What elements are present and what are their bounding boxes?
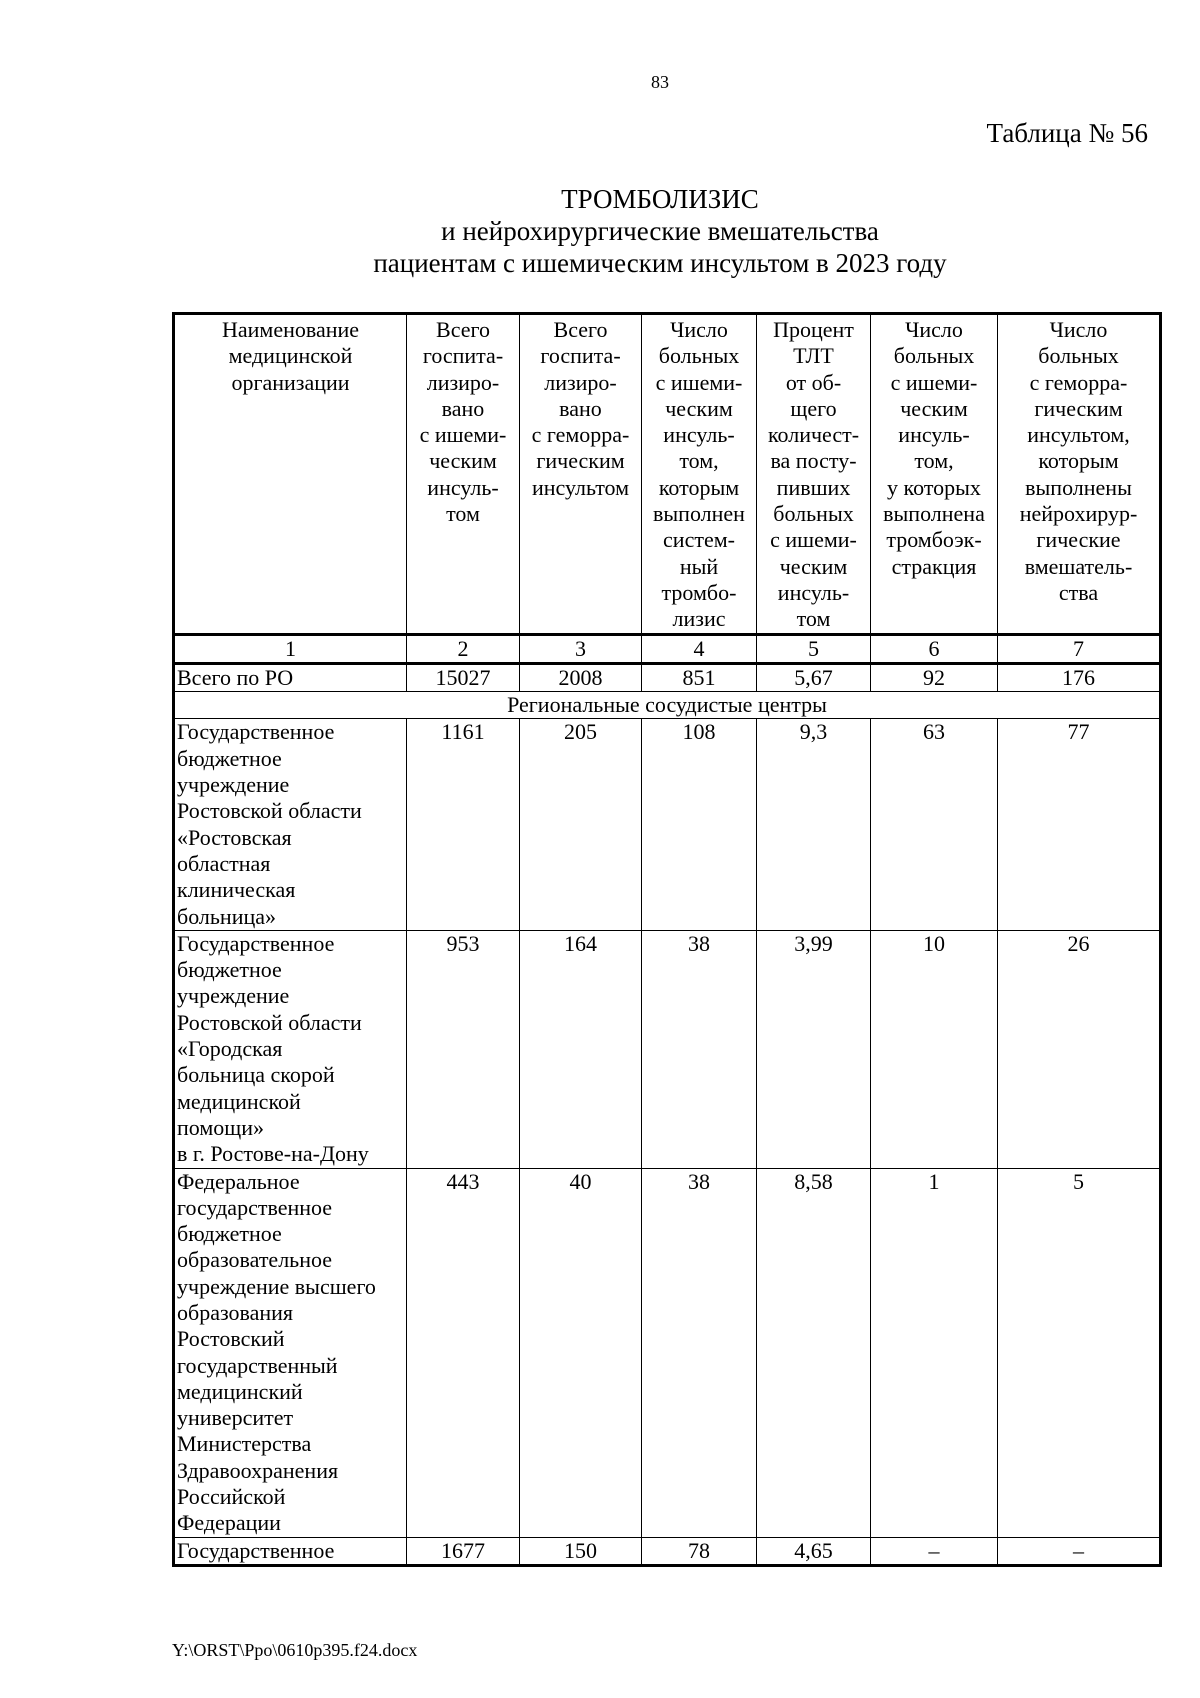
header-line: больных (773, 501, 854, 527)
cell-value: 4,65 (757, 1537, 871, 1565)
column-header-4 (642, 314, 757, 635)
header-line: щего (790, 395, 837, 421)
header-line: ный (679, 553, 719, 579)
cell-value: 5 (998, 1168, 1161, 1537)
cell-value: – (871, 1537, 998, 1565)
header-line: медицинской (228, 343, 353, 369)
cell-value: 8,58 (757, 1168, 871, 1537)
organization-name-line: государственный (177, 1352, 338, 1378)
header-line: том, (679, 448, 719, 474)
organization-name-line: в г. Ростове-на-Дону (177, 1141, 369, 1167)
header-line: Процент (773, 317, 854, 342)
cell-value: 443 (407, 1168, 520, 1537)
organization-name-line: государственное (177, 1194, 333, 1220)
column-number: 2 (407, 634, 520, 663)
organization-name-line: областная (177, 850, 271, 876)
header-line: количест- (767, 422, 860, 448)
column-number: 7 (998, 634, 1161, 663)
organization-name-line: бюджетное (177, 745, 282, 771)
header-line: том (796, 606, 831, 632)
header-row (174, 314, 1161, 635)
cell-value: – (998, 1537, 1161, 1565)
organization-name-line: Федеральное (177, 1168, 300, 1194)
column-number: 3 (520, 634, 642, 663)
header-line: инсуль- (777, 579, 850, 605)
header-line: организации (231, 369, 350, 395)
header-line: ва посту- (770, 448, 857, 474)
organization-name (174, 930, 407, 1168)
organization-name (174, 719, 407, 930)
cell-value: 78 (642, 1537, 757, 1565)
organization-name-line: Федерации (177, 1510, 281, 1536)
organization-name-line: образовательное (177, 1247, 333, 1273)
total-row-label: Всего по РО (174, 663, 407, 691)
organization-name-line: медицинской (177, 1088, 301, 1114)
header-line: Число (905, 317, 963, 342)
cell-value: 1 (871, 1168, 998, 1537)
header-line: больных (1038, 343, 1119, 369)
organization-name-line: образования (177, 1299, 294, 1325)
column-header-5 (757, 314, 871, 635)
header-line: которым (658, 474, 740, 500)
header-line: с ишеми- (890, 369, 978, 395)
cell-value: 38 (642, 1168, 757, 1537)
organization-name-line: Здравоохранения (177, 1457, 339, 1483)
cell-value: 205 (520, 719, 642, 930)
header-line: Число (670, 317, 728, 342)
cell-value: 1677 (407, 1537, 520, 1565)
organization-name-line: Ростовской области (177, 1009, 362, 1035)
organization-name-line: учреждение высшего (177, 1273, 376, 1299)
organization-name-line: «Ростовская (177, 824, 292, 850)
header-line: Число (1049, 317, 1108, 342)
header-line: выполнен (653, 501, 745, 527)
header-line: инсультом, (1027, 422, 1130, 448)
header-line: госпита- (540, 343, 621, 369)
header-line: том, (914, 448, 954, 474)
table-row (174, 1537, 1161, 1565)
header-line: ческим (429, 448, 497, 474)
section-title: Региональные сосудистые центры (174, 692, 1161, 719)
header-line: госпита- (422, 343, 504, 369)
header-line: выполнены (1025, 474, 1132, 500)
total-value: 851 (642, 663, 757, 691)
organization-name-line: Министерства (177, 1431, 312, 1457)
table-label: Таблица № 56 (986, 118, 1148, 148)
cell-value: 26 (998, 930, 1161, 1168)
table-title (0, 183, 1200, 279)
header-line: ческим (665, 395, 733, 421)
header-line: систем- (663, 527, 735, 553)
cell-value: 77 (998, 719, 1161, 930)
organization-name-line: «Городская (177, 1036, 283, 1062)
total-value: 92 (871, 663, 998, 691)
table-row (174, 1168, 1161, 1537)
column-number: 4 (642, 634, 757, 663)
cell-value: 38 (642, 930, 757, 1168)
header-line: вано (559, 395, 602, 421)
header-line: лизиро- (426, 369, 500, 395)
column-number: 5 (757, 634, 871, 663)
header-line: вано (441, 395, 485, 421)
organization-name (174, 1168, 407, 1537)
header-line: ства (1058, 579, 1099, 605)
title-line-2: и нейрохирургические вмешательства (441, 216, 879, 246)
cell-value: 108 (642, 719, 757, 930)
column-header-6 (871, 314, 998, 635)
organization-name-line: помощи» (177, 1114, 264, 1140)
header-line: ческим (900, 395, 968, 421)
total-value: 2008 (520, 663, 642, 691)
column-number: 6 (871, 634, 998, 663)
header-line: с ишеми- (770, 527, 857, 553)
header-line: от об- (785, 369, 842, 395)
table-row (174, 719, 1161, 930)
header-line: инсуль- (663, 422, 735, 448)
organization-name-line: учреждение (177, 983, 290, 1009)
total-value: 5,67 (757, 663, 871, 691)
column-number-row (174, 634, 1161, 663)
header-line: том (446, 501, 480, 527)
header-line: Всего (436, 317, 490, 342)
header-line: тромбоэк- (886, 527, 982, 553)
header-line: инсуль- (427, 474, 499, 500)
header-line: у которых (887, 474, 981, 500)
header-line: лизис (672, 606, 726, 632)
total-value: 176 (998, 663, 1161, 691)
organization-name-line: Ростовский (177, 1326, 285, 1352)
stroke-treatment-table (172, 312, 1162, 1567)
title-line-1: ТРОМБОЛИЗИС (561, 184, 759, 214)
header-line: гические (1036, 527, 1121, 553)
column-number: 1 (174, 634, 407, 663)
header-line: ческим (779, 553, 848, 579)
file-path-footer: Y:\ORST\Ppo\0610p395.f24.docx (172, 1640, 418, 1660)
organization-name-line: Государственное (177, 1537, 335, 1563)
organization-name-line: университет (177, 1405, 294, 1431)
header-line: которым (1038, 448, 1119, 474)
header-line: с ишеми- (419, 422, 507, 448)
header-line: с геморра- (1029, 369, 1128, 395)
cell-value: 40 (520, 1168, 642, 1537)
header-line: пивших (776, 474, 851, 500)
title-line-3: пациентам с ишемическим инсультом в 2023 году (373, 248, 947, 278)
organization-name-line: клиническая (177, 877, 296, 903)
page-number: 83 (651, 72, 669, 92)
header-line: лизиро- (544, 369, 617, 395)
header-line: стракция (891, 553, 977, 579)
header-line: нейрохирур- (1019, 501, 1138, 527)
column-header-2 (407, 314, 520, 635)
cell-value: 953 (407, 930, 520, 1168)
header-line: выполнена (883, 501, 985, 527)
header-line: гическим (536, 448, 625, 474)
organization-name-line: Российской (177, 1484, 286, 1510)
header-line: вмешатель- (1024, 553, 1133, 579)
header-line: инсуль- (898, 422, 970, 448)
section-row (174, 692, 1161, 719)
total-row (174, 663, 1161, 691)
organization-name (174, 1537, 407, 1565)
organization-name-line: Государственное (177, 719, 335, 745)
header-line: инсультом (531, 474, 630, 500)
cell-value: 150 (520, 1537, 642, 1565)
table-row (174, 930, 1161, 1168)
header-line: Наименование (221, 317, 360, 342)
organization-name-line: учреждение (177, 772, 290, 798)
cell-value: 9,3 (757, 719, 871, 930)
header-line: гическим (1034, 395, 1123, 421)
cell-value: 1161 (407, 719, 520, 930)
organization-name-line: Государственное (177, 930, 335, 956)
column-header-3 (520, 314, 642, 635)
organization-name-line: Ростовской области (177, 798, 362, 824)
cell-value: 63 (871, 719, 998, 930)
header-line: Всего (553, 317, 608, 342)
organization-name-line: бюджетное (177, 1221, 282, 1247)
header-line: с ишеми- (655, 369, 743, 395)
cell-value: 10 (871, 930, 998, 1168)
header-line: больных (893, 343, 975, 369)
header-line: с геморра- (531, 422, 630, 448)
cell-value: 164 (520, 930, 642, 1168)
header-line: ТЛТ (793, 343, 834, 369)
header-line: больных (658, 343, 740, 369)
organization-name-line: бюджетное (177, 957, 282, 983)
organization-name-line: больница» (177, 903, 276, 929)
cell-value: 3,99 (757, 930, 871, 1168)
header-line: тромбо- (661, 579, 737, 605)
column-header-7 (998, 314, 1161, 635)
organization-name-line: больница скорой (177, 1062, 335, 1088)
total-value: 15027 (407, 663, 520, 691)
organization-name-line: медицинский (177, 1378, 303, 1404)
column-header-1 (174, 314, 407, 635)
